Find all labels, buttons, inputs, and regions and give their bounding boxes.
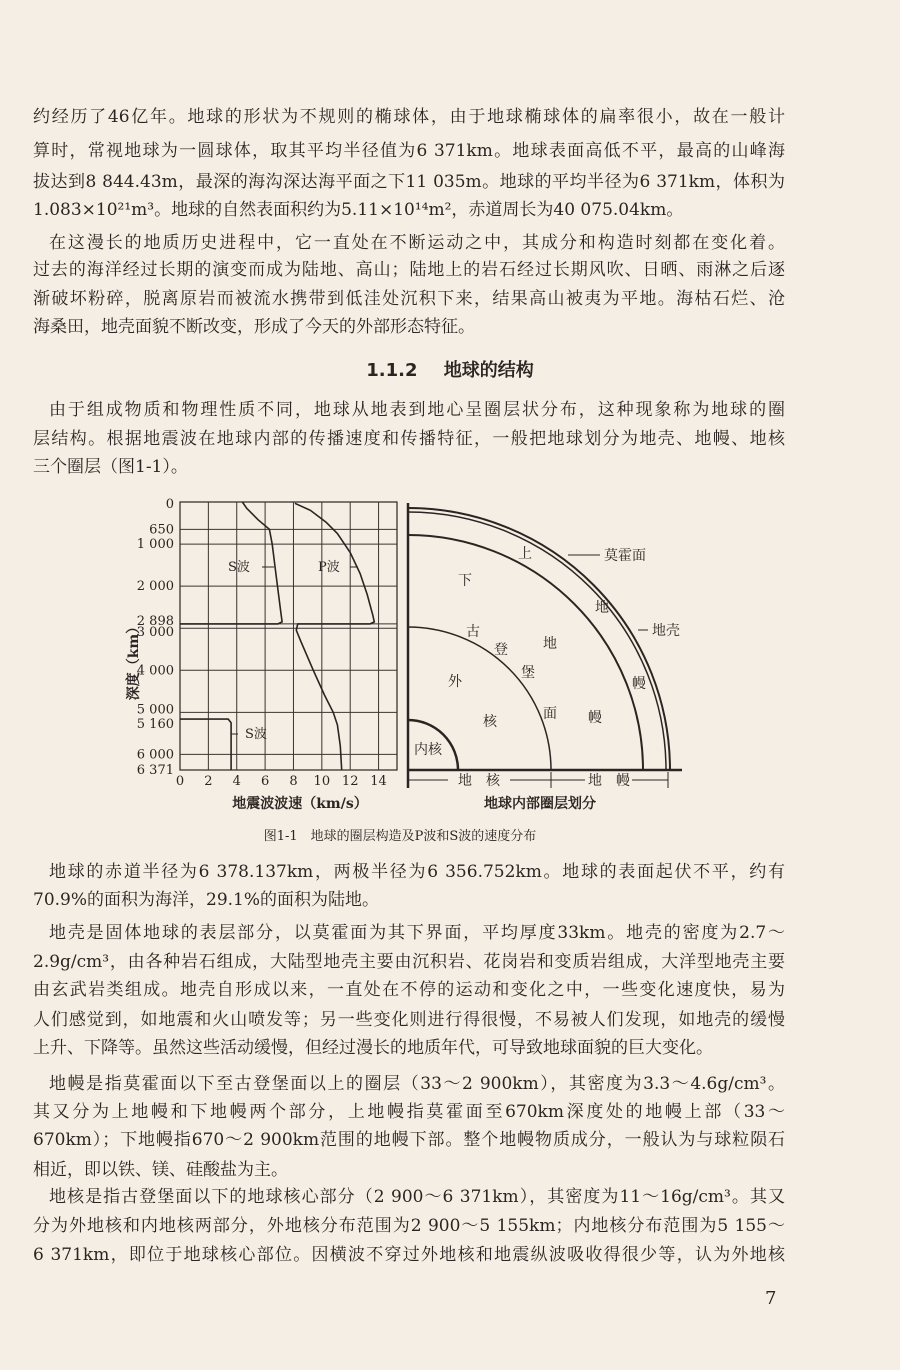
label-mian: 面	[543, 706, 557, 722]
diagram-title: 地球内部圈层划分	[484, 796, 596, 812]
x-tick-label: 0	[175, 774, 185, 789]
text-line: 三个圈层（图1-1）。	[33, 457, 188, 477]
series-label: P波	[318, 560, 340, 575]
text-line: 拔达到8 844.43m，最深的海沟深达海平面之下11 035m。地球的平均半径为6 371km，体积为	[33, 172, 785, 192]
y-axis-label: 深度（km）	[126, 619, 142, 701]
y-tick-label: 0	[165, 497, 174, 512]
y-tick-label: 5 160	[136, 717, 174, 733]
label-wai: 外	[448, 674, 462, 690]
text-line: 2.9g/cm³，由各种岩石组成，大陆型地壳主要由沉积岩、花岗岩和变质岩组成，大洋型地壳主要	[33, 952, 785, 972]
label-di: 地	[595, 600, 609, 616]
y-tick-label: 6 000	[136, 747, 174, 763]
label-upper: 上	[518, 546, 532, 562]
text-line: 人们感觉到，如地震和火山喷发等；另一些变化则进行得很慢，不易被人们发现，如地壳的缓慢	[33, 1010, 785, 1030]
y-tick-label: 1 000	[136, 537, 174, 553]
label-inner-core: 内核	[414, 742, 442, 758]
text-line: 约经历了46亿年。地球的形状为不规则的椭球体，由于地球椭球体的扁率很小，故在一般计	[33, 107, 785, 127]
text-line: 地壳是固体地球的表层部分，以莫霍面为其下界面，平均厚度33km。地壳的密度为2.7～	[49, 923, 785, 943]
text-line: 在这漫长的地质历史进程中，它一直处在不断运动之中，其成分和构造时刻都在变化着。	[49, 233, 785, 253]
x-tick-label: 12	[341, 774, 359, 789]
x-tick-label: 14	[370, 774, 387, 789]
page-number: 7	[765, 1288, 777, 1309]
x-tick-label: 10	[313, 774, 331, 789]
text-line: 1.083×10²¹m³。地球的自然表面积约为5.11×10¹⁴m²，赤道周长为40 075.04km。	[33, 200, 684, 220]
velocity-chart	[137, 497, 397, 789]
label-bao: 堡	[521, 665, 535, 681]
label-gu: 古	[466, 624, 480, 640]
text-line: 地球的赤道半径为6 378.137km，两极半径为6 356.752km。地球的表面起伏不平，约有	[49, 862, 785, 882]
text-line: 算时，常视地球为一圆球体，取其平均半径值为6 371km。地球表面高低不平，最高的山峰海	[33, 141, 785, 161]
y-tick-label: 6 371	[136, 763, 174, 778]
y-tick-label: 5 000	[136, 702, 174, 718]
y-tick-label: 2 898	[136, 613, 174, 629]
series-line-s-wave	[180, 719, 231, 770]
series-label: S波	[228, 560, 250, 575]
text-line: 地幔是指莫霍面以下至古登堡面以上的圈层（33～2 900km），其密度为3.3～4.6g/cm³。	[49, 1074, 785, 1094]
label-man: 幔	[632, 676, 646, 692]
x-tick-label: 8	[289, 774, 298, 789]
x-tick-label: 6	[260, 774, 270, 789]
label-man: 幔	[588, 710, 602, 726]
series-label: S波	[245, 727, 267, 742]
y-tick-label: 650	[149, 522, 174, 538]
diagram-labels	[414, 546, 680, 812]
y-tick-label: 2 000	[136, 579, 174, 595]
figure-caption: 图1-1 地球的圈层构造及P波和S波的速度分布	[263, 829, 537, 844]
text-line: 过去的海洋经过长期的演变而成为陆地、高山；陆地上的岩石经过长期风吹、日晒、雨淋之后逐	[33, 260, 785, 280]
x-tick-label: 2	[204, 774, 213, 789]
label-moho: 莫霍面	[604, 548, 646, 564]
text-line: 670km）；下地幔指670～2 900km范围的地幔下部。整个地幔物质成分，一般认为与球粒陨石	[33, 1130, 785, 1150]
label-core-span: 地 核	[458, 773, 500, 789]
label-deng: 登	[494, 642, 508, 658]
label-lower: 下	[458, 573, 472, 589]
label-mantle-span: 地 幔	[588, 773, 630, 789]
text-line: 由玄武岩类组成。地壳自形成以来，一直处在不停的运动和变化之中，一些变化速度快，易为	[33, 980, 785, 1000]
text-line: 层结构。根据地震波在地球内部的传播速度和传播特征，一般把地球划分为地壳、地幔、地核	[33, 429, 785, 449]
x-tick-label: 4	[232, 774, 241, 789]
text-line: 渐破坏粉碎，脱离原岩而被流水携带到低洼处沉积下来，结果高山被夷为平地。海枯石烂、沧	[33, 289, 785, 309]
text-line: 由于组成物质和物理性质不同，地球从地表到地心呈圈层状分布，这种现象称为地球的圈	[49, 400, 785, 420]
label-di: 地	[543, 636, 557, 652]
text-line: 海桑田，地壳面貌不断改变，形成了今天的外部形态特征。	[33, 317, 475, 337]
x-axis-label: 地震波波速（km/s）	[232, 796, 368, 812]
y-tick-label: 4 000	[136, 663, 174, 679]
series-line-p-wave	[295, 503, 374, 770]
text-line: 相近，即以铁、镁、硅酸盐为主。	[33, 1160, 288, 1180]
label-crust: 地壳	[652, 623, 680, 639]
text-line: 分为外地核和内地核两部分，外地核分布范围为2 900～5 155km；内地核分布范围为5 155～	[33, 1216, 785, 1236]
text-line: 地核是指古登堡面以下的地球核心部分（2 900～6 371km），其密度为11～16g/cm³。其又	[49, 1187, 785, 1207]
text-line: 上升、下降等。虽然这些活动缓慢，但经过漫长的地质年代，可导致地球面貌的巨大变化。	[33, 1038, 713, 1058]
label-he: 核	[483, 714, 497, 730]
text-line: 70.9%的面积为海洋，29.1%的面积为陆地。	[33, 890, 380, 910]
text-line: 6 371km，即位于地球核心部位。因横波不穿过外地核和地震纵波吸收得很少等，认为外地核	[33, 1245, 785, 1265]
y-tick-label: 3 000	[136, 625, 174, 641]
text-line: 其又分为上地幔和下地幔两个部分，上地幔指莫霍面至670km深度处的地幔上部（33～	[33, 1102, 785, 1122]
section-title: 地球的结构	[443, 360, 534, 381]
section-number: 1.1.2	[366, 360, 418, 381]
plot-frame	[180, 502, 397, 770]
